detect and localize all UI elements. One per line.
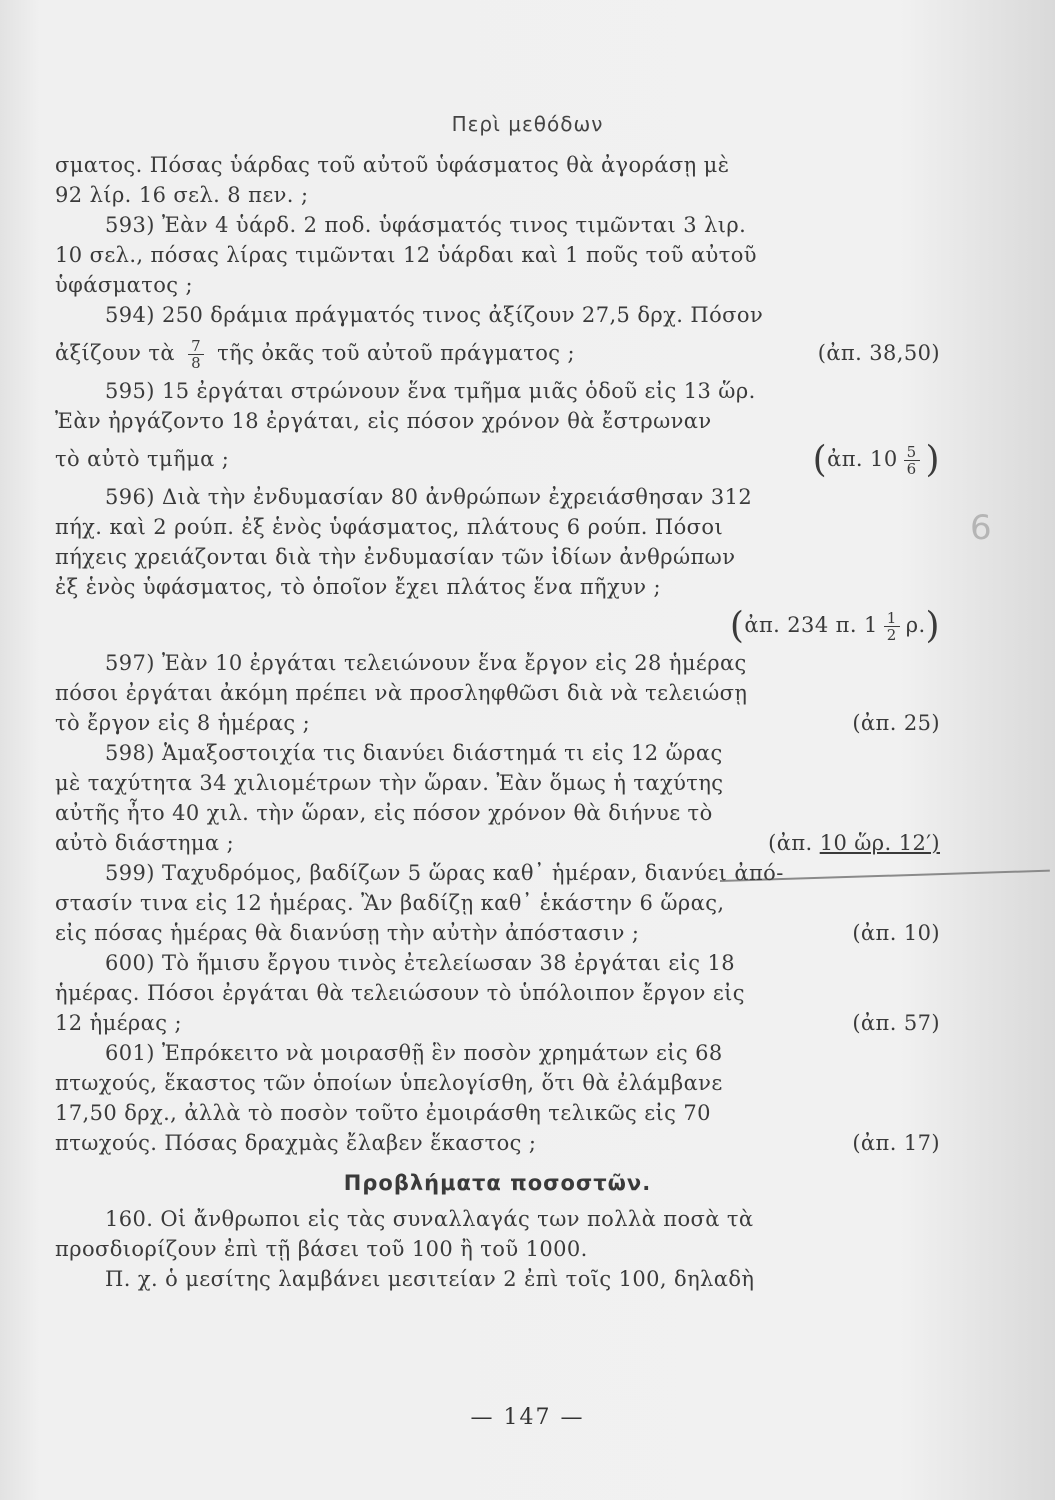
text-line: προσδιορίζουν ἐπὶ τῇ βάσει τοῦ 100 ἢ τοῦ 1000. <box>55 1237 588 1261</box>
paragraph-160: 160. Οἱ ἄνθρωποι εἰς τὰς συναλλαγάς των πολλὰ ποσὰ τὰ <box>105 1207 754 1231</box>
answer: (ἀπ. 38,50) <box>817 341 940 365</box>
answer: (ἀπ. 57) <box>852 1011 940 1035</box>
text-line: αὐτῆς ἦτο 40 χιλ. τὴν ὥραν, εἰς πόσον χρόνον θὰ διήνυε τὸ <box>55 801 713 825</box>
text-span: 12 ἡμέρας ; <box>55 1011 182 1035</box>
text-line: ὑφάσματος ; <box>55 273 193 297</box>
text-line <box>55 1128 940 1158</box>
fraction-numerator: 1 <box>884 610 900 627</box>
running-header: Περὶ μεθόδων <box>451 112 604 136</box>
fraction-numerator: 5 <box>904 444 920 461</box>
text-line: 17,50 δρχ., ἀλλὰ τὸ ποσὸν τοῦτο ἐμοιράσθη τελικῶς εἰς 70 <box>55 1101 711 1125</box>
text-line: σματος. Πόσας ὑάρδας τοῦ αὐτοῦ ὑφάσματος θὰ ἀγοράσῃ μὲ <box>55 153 730 177</box>
fraction <box>904 444 920 477</box>
text-line <box>55 1008 940 1038</box>
problem-599: 599) Ταχυδρόμος, βαδίζων 5 ὥρας καθ᾽ ἡμέραν, διανύει ἀπό- <box>105 861 784 885</box>
text-line: πήχεις χρειάζονται διὰ τὴν ἐνδυμασίαν τῶν ἰδίων ἀνθρώπων <box>55 545 736 569</box>
answer-text: (ἀπ. <box>768 831 813 855</box>
text-line: ἐξ ἑνὸς ὑφάσματος, τὸ ὁποῖον ἔχει πλάτος ἕνα πῆχυν ; <box>55 575 662 599</box>
text-line: πτωχούς, ἕκαστος τῶν ὁποίων ὑπελογίσθη, ὅτι θὰ ἐλάμβανε <box>55 1071 723 1095</box>
text-line <box>55 828 940 858</box>
fraction <box>188 338 204 371</box>
text-span: ἀξίζουν τὰ <box>55 341 176 365</box>
page-number: — 147 — <box>470 1405 585 1430</box>
page-body <box>55 150 940 1294</box>
problem-593: 593) Ἐὰν 4 ὑάρδ. 2 ποδ. ὑφάσματός τινος τιμῶνται 3 λιρ. <box>105 213 747 237</box>
problem-596: 596) Διὰ τὴν ἐνδυμασίαν 80 ἀνθρώπων ἐχρειάσθησαν 312 <box>105 485 753 509</box>
text-line-with-fraction <box>55 436 940 482</box>
text-line <box>55 918 940 948</box>
text-line-with-fraction <box>55 330 940 376</box>
fraction-denominator: 8 <box>191 354 202 372</box>
text-line: πήχ. καὶ 2 ρούπ. ἐξ ἑνὸς ὑφάσματος, πλάτους 6 ρούπ. Πόσοι <box>55 515 724 539</box>
text-line: μὲ ταχύτητα 34 χιλιομέτρων τὴν ὥραν. Ἐὰν ὅμως ἡ ταχύτης <box>55 771 724 795</box>
text-line: Ἐὰν ἠργάζοντο 18 ἐργάται, εἰς πόσον χρόνον θὰ ἔστρωναν <box>55 409 712 433</box>
answer: (ἀπ. 17) <box>852 1131 940 1155</box>
text-span: τὸ ἔργον εἰς 8 ἡμέρας ; <box>55 711 311 735</box>
fraction-denominator: 2 <box>886 626 897 644</box>
section-heading: Προβλήματα ποσοστῶν. <box>343 1171 652 1195</box>
answer-text: ρ. <box>905 613 926 637</box>
text-line: 10 σελ., πόσας λίρας τιμῶνται 12 ὑάρδαι καὶ 1 ποῦς τοῦ αὐτοῦ <box>55 243 757 267</box>
problem-601: 601) Ἐπρόκειτο νὰ μοιρασθῇ ἓν ποσὸν χρημάτων εἰς 68 <box>105 1041 723 1065</box>
text-line <box>55 708 940 738</box>
answer: (ἀπ. 25) <box>852 711 940 735</box>
text-span: αὐτὸ διάστημα ; <box>55 831 235 855</box>
fraction <box>884 610 900 643</box>
problem-594: 594) 250 δράμια πράγματός τινος ἀξίζουν 27,5 δρχ. Πόσον <box>105 303 764 327</box>
answer: (ἀπ. 10 $\frac{5}{6}$ ) <box>812 439 940 481</box>
text-line: ἡμέρας. Πόσοι ἐργάται θὰ τελειώσουν τὸ ὑπόλοιπον ἔργον εἰς <box>55 981 745 1005</box>
text-span: πτωχούς. Πόσας δραχμὰς ἔλαβεν ἕκαστος ; <box>55 1131 537 1155</box>
fraction-numerator: 7 <box>188 338 204 355</box>
answer-text: ἀπ. 10 <box>827 447 898 471</box>
text-line: 92 λίρ. 16 σελ. 8 πεν. ; <box>55 183 309 207</box>
problem-595: 595) 15 ἐργάται στρώνουν ἕνα τμῆμα μιᾶς ὁδοῦ εἰς 13 ὥρ. <box>105 379 756 403</box>
problem-597: 597) Ἐὰν 10 ἐργάται τελειώνουν ἕνα ἔργον εἰς 28 ἡμέρας <box>105 651 747 675</box>
fraction-denominator: 6 <box>906 460 917 478</box>
answer-text: ἀπ. 234 π. 1 <box>744 613 878 637</box>
problem-598: 598) Ἁμαξοστοιχία τις διανύει διάστημά τι εἰς 12 ὥρας <box>105 741 723 765</box>
answer-line <box>55 602 940 648</box>
problem-600: 600) Τὸ ἥμισυ ἔργου τινὸς ἐτελείωσαν 38 ἐργάται εἰς 18 <box>105 951 736 975</box>
text-line: Π. χ. ὁ μεσίτης λαμβάνει μεσιτείαν 2 ἐπὶ τοῖς 100, δηλαδὴ <box>105 1267 755 1291</box>
answer: (ἀπ. 234 π. 1 $\frac{1}{2}$ ρ.) <box>729 605 940 647</box>
text-span: εἰς πόσας ἡμέρας θὰ διανύσῃ τὴν αὐτὴν ἀπόστασιν ; <box>55 921 640 945</box>
handwritten-margin-mark: 6 <box>970 508 992 548</box>
text-line: πόσοι ἐργάται ἀκόμη πρέπει νὰ προσληφθῶσι διὰ νὰ τελειώσῃ <box>55 681 748 705</box>
text-span: τῆς ὀκᾶς τοῦ αὐτοῦ πράγματος ; <box>217 341 575 365</box>
answer-underlined: 10 ὥρ. 12′) <box>819 831 940 855</box>
answer <box>768 828 940 858</box>
text-line: στασίν τινα εἰς 12 ἡμέρας. Ἂν βαδίζῃ καθ᾽ ἑκάστην 6 ὥρας, <box>55 891 725 915</box>
answer: (ἀπ. 10) <box>852 921 940 945</box>
text-span: τὸ αὐτὸ τμῆμα ; <box>55 447 230 471</box>
